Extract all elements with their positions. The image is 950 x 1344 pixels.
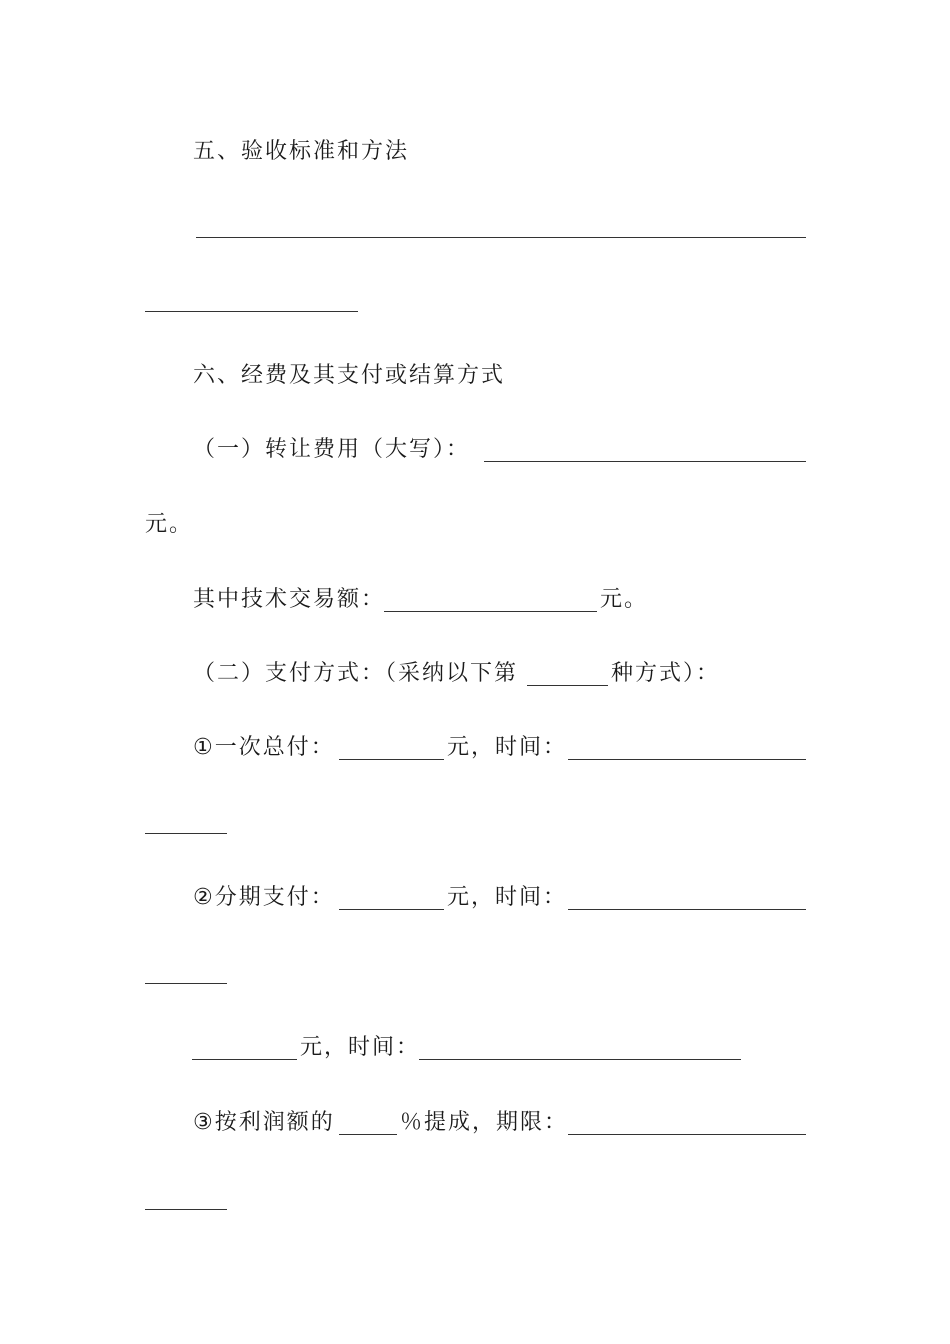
- lump-sum-amount-blank[interactable]: [339, 759, 444, 760]
- fees-heading: 六、经费及其支付或结算方式: [193, 363, 506, 388]
- acceptance-heading-line: [0, 130, 950, 174]
- transfer-fee-unit: 元。: [145, 512, 194, 537]
- transfer-fee-line: [0, 428, 950, 472]
- lump-sum-time-blank-cont[interactable]: [145, 833, 227, 834]
- tech-trade-line: [0, 578, 950, 622]
- acceptance-blank-1[interactable]: [196, 237, 806, 238]
- transfer-fee-blank[interactable]: [484, 461, 806, 462]
- acceptance-blank-line-2: [0, 278, 950, 322]
- acceptance-blank-line-1: [0, 204, 950, 248]
- installment-2-yuan-time: 元，时间：: [300, 1035, 421, 1060]
- acceptance-heading: 五、验收标准和方法: [193, 139, 410, 164]
- installment-amount-blank[interactable]: [339, 909, 444, 910]
- installment-2-line: [0, 1026, 950, 1070]
- tech-trade-label: 其中技术交易额：: [193, 587, 386, 612]
- profit-share-term-blank[interactable]: [568, 1134, 806, 1135]
- transfer-fee-unit-line: [0, 503, 950, 547]
- installment-time-blank-cont[interactable]: [145, 983, 227, 984]
- payment-method-blank[interactable]: [527, 685, 608, 686]
- tech-trade-unit: 元。: [600, 587, 649, 612]
- profit-share-suffix: ％提成，期限：: [400, 1110, 569, 1135]
- fees-heading-line: [0, 354, 950, 398]
- profit-share-label: ③按利润额的: [193, 1110, 335, 1135]
- installment-cont-line: [0, 950, 950, 994]
- installment-line: [0, 876, 950, 920]
- lump-sum-label: ①一次总付：: [193, 735, 335, 760]
- tech-trade-blank[interactable]: [384, 611, 597, 612]
- payment-method-label: （二）支付方式：（采纳以下第: [193, 661, 519, 686]
- installment-2-amount-blank[interactable]: [192, 1059, 297, 1060]
- lump-sum-yuan-time: 元，时间：: [447, 735, 568, 760]
- lump-sum-time-blank[interactable]: [568, 759, 806, 760]
- transfer-fee-label: （一）转让费用（大写）：: [193, 437, 471, 462]
- lump-sum-cont-line: [0, 800, 950, 844]
- profit-share-term-blank-cont[interactable]: [145, 1209, 227, 1210]
- installment-label: ②分期支付：: [193, 885, 335, 910]
- installment-yuan-time: 元，时间：: [447, 885, 568, 910]
- profit-share-percent-blank[interactable]: [339, 1134, 397, 1135]
- installment-time-blank[interactable]: [568, 909, 806, 910]
- acceptance-blank-2[interactable]: [145, 311, 358, 312]
- profit-share-line: [0, 1101, 950, 1145]
- payment-method-line: [0, 652, 950, 696]
- payment-method-suffix: 种方式）：: [611, 661, 721, 686]
- installment-2-time-blank[interactable]: [419, 1059, 741, 1060]
- lump-sum-line: [0, 726, 950, 770]
- profit-share-cont-line: [0, 1176, 950, 1220]
